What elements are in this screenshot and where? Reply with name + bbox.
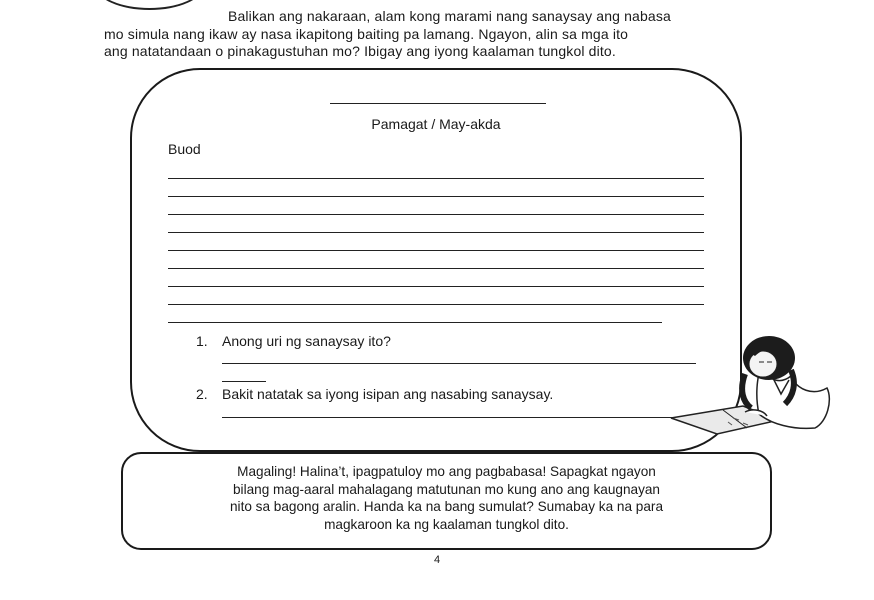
summary-answer-line[interactable] (168, 286, 704, 287)
question-2 (196, 386, 553, 402)
answer-line-1[interactable] (222, 363, 696, 364)
summary-label: Buod (168, 141, 201, 157)
notice-line-3: nito sa bagong aralin. Handa ka na bang sumulat? Sumabay ka na para (229, 499, 664, 515)
question-number: 1. (196, 333, 208, 349)
question-text: Anong uri ng sanaysay ito? (222, 333, 391, 349)
page-number: 4 (433, 554, 441, 566)
intro-line-3: ang natatandaan o pinakagustuhan mo? Ibigay ang iyong kaalaman tungkol dito. (104, 43, 616, 59)
notice-line-2: bilang mag-aaral mahalagang matutunan mo kung ano ang kaugnayan (233, 481, 660, 497)
question-text: Bakit natatak sa iyong isipan ang nasabing sanaysay. (222, 386, 554, 402)
student-reading-icon (663, 330, 833, 440)
title-answer-line[interactable] (330, 103, 546, 104)
question-number: 2. (196, 386, 208, 402)
title-author-label: Pamagat / May-akda (371, 116, 501, 132)
intro-line-2: mo simula nang ikaw ay nasa ikapitong baiting pa lamang. Ngayon, alin sa mga ito (104, 25, 629, 42)
summary-answer-line[interactable] (168, 250, 704, 251)
summary-answer-line[interactable] (168, 214, 704, 215)
notice-line-4: magkaroon ka ng kaalaman tungkol dito. (324, 516, 569, 532)
question-1 (196, 333, 391, 349)
intro-paragraph (104, 8, 804, 61)
summary-answer-line[interactable] (168, 304, 704, 305)
answer-line-1-end[interactable] (222, 381, 266, 382)
answer-line-2[interactable] (222, 417, 692, 418)
summary-answer-line[interactable] (168, 196, 704, 197)
summary-answer-line[interactable] (168, 322, 662, 323)
notice-box (121, 452, 772, 550)
intro-line-1: Balikan ang nakaraan, alam kong marami nang sanaysay ang nabasa (228, 8, 671, 24)
notice-line-1: Magaling! Halina’t, ipagpatuloy mo ang pagbabasa! Sapagkat ngayon (237, 464, 656, 479)
summary-answer-line[interactable] (168, 268, 704, 269)
summary-answer-line[interactable] (168, 232, 704, 233)
summary-answer-line[interactable] (168, 178, 704, 179)
